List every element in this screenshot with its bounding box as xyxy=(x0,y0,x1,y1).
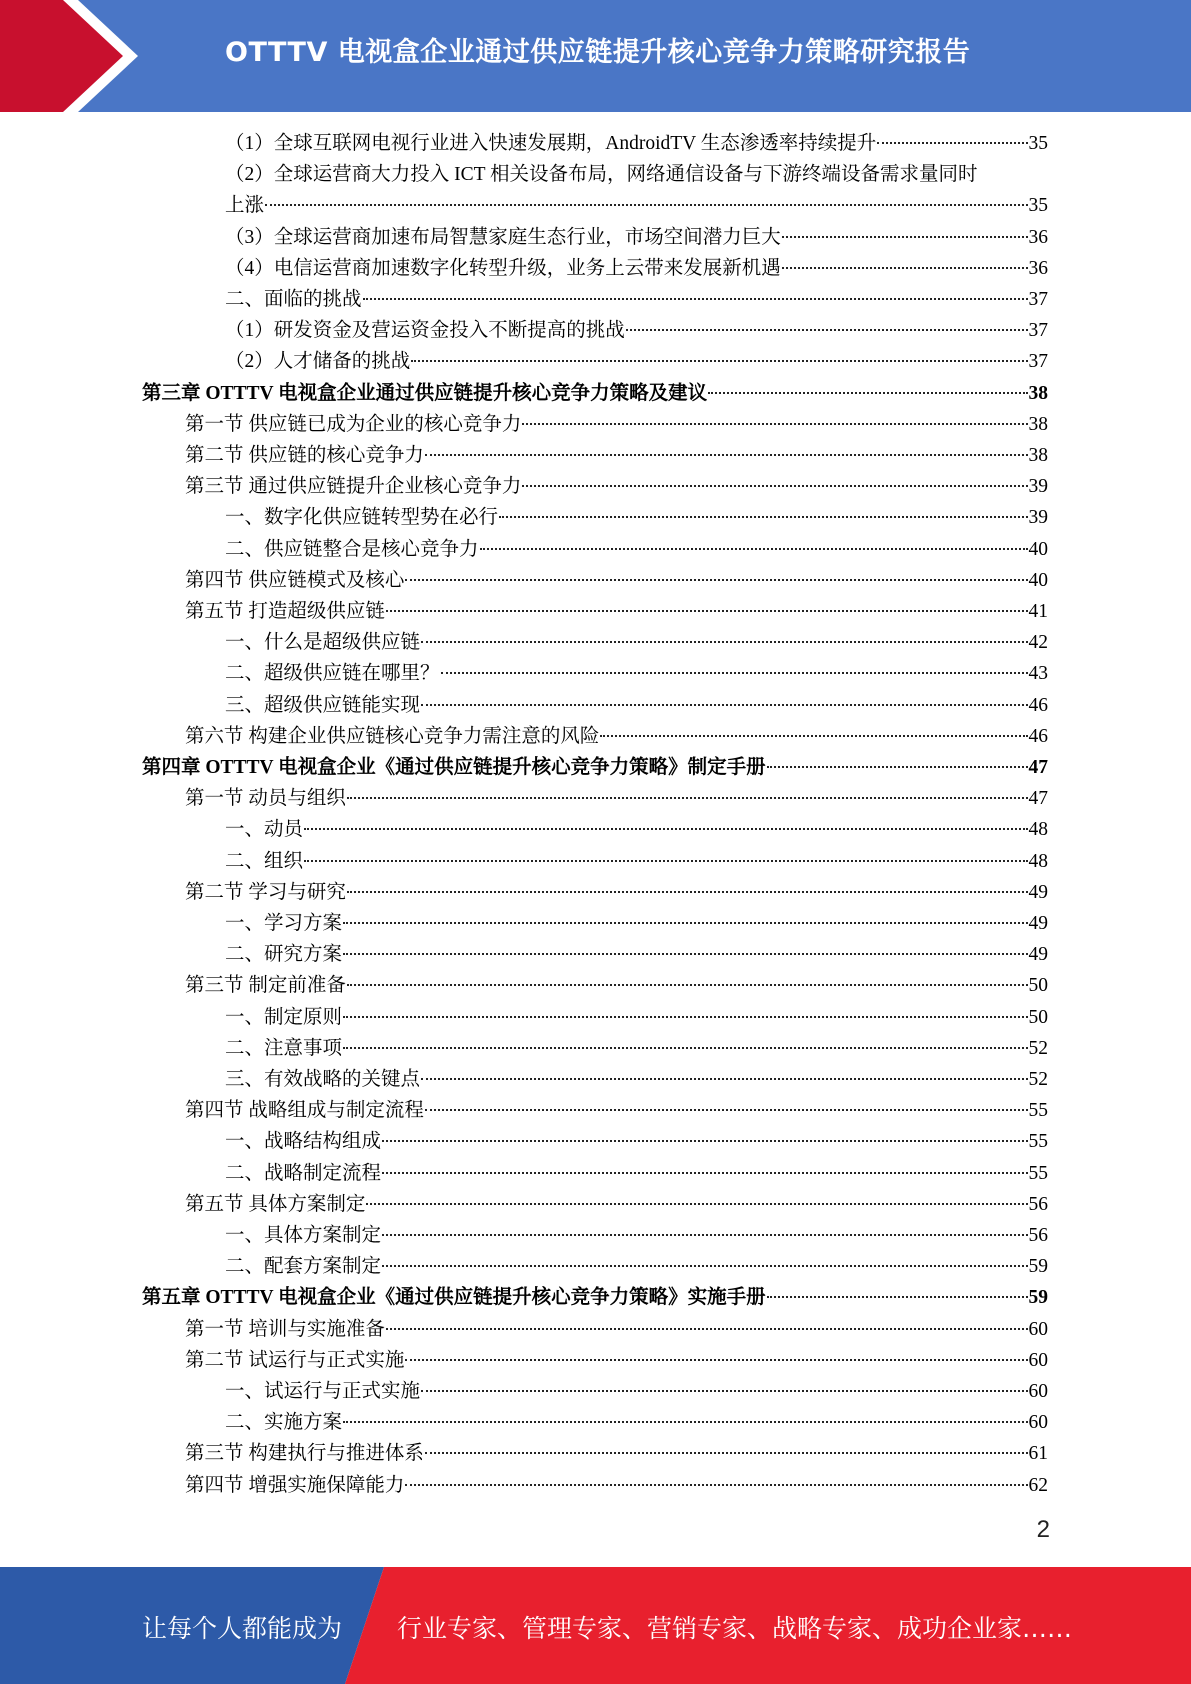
toc-dot-leader xyxy=(386,1328,1028,1330)
toc-page-number: 36 xyxy=(1028,226,1048,248)
toc-entry-title: 一、动员 xyxy=(225,819,304,841)
toc-section[interactable] xyxy=(185,409,1048,440)
toc-entry-title: （1）全球互联网电视行业进入快速发展期，AndroidTV 生态渗透率持续提升 xyxy=(225,133,877,154)
toc-entry-title: 二、注意事项 xyxy=(225,1037,343,1059)
toc-dot-leader xyxy=(421,1078,1027,1080)
toc-dot-leader xyxy=(382,1234,1027,1236)
toc-entry-title: 二、战略制定流程 xyxy=(225,1162,382,1184)
toc-entry-title: （4）电信运营商加速数字化转型升级，业务上云带来发展新机遇 xyxy=(225,257,781,279)
toc-page-number: 36 xyxy=(1028,257,1048,279)
toc-page-number: 49 xyxy=(1028,944,1048,966)
toc-subsection[interactable] xyxy=(225,1407,1048,1438)
toc-page-number: 60 xyxy=(1028,1412,1048,1434)
toc-dot-leader xyxy=(411,360,1027,362)
toc-page-number: 60 xyxy=(1028,1349,1048,1371)
toc-chapter[interactable] xyxy=(142,1282,1048,1313)
toc-entry-title: 第一节 动员与组织 xyxy=(185,788,346,810)
toc-entry-title: 第四节 供应链模式及核心 xyxy=(185,569,405,591)
toc-page-number: 48 xyxy=(1028,850,1048,872)
toc-dot-leader xyxy=(405,579,1027,581)
toc-page-number: 49 xyxy=(1028,913,1048,934)
toc-page-number: 47 xyxy=(1028,757,1048,778)
toc-section[interactable] xyxy=(185,1314,1048,1345)
toc-chapter[interactable] xyxy=(142,752,1048,783)
toc-page-number: 47 xyxy=(1028,788,1048,810)
toc-dot-leader xyxy=(626,329,1028,331)
toc-dot-leader xyxy=(421,1390,1027,1392)
toc-entry-title: 第二节 供应链的核心竞争力 xyxy=(185,445,424,466)
toc-page-number: 50 xyxy=(1028,975,1048,997)
toc-page-number: 35 xyxy=(1028,133,1048,154)
toc-section[interactable] xyxy=(185,1095,1048,1126)
toc-entry-title: 二、组织 xyxy=(225,850,304,872)
toc-entry-title: 第四节 增强实施保障能力 xyxy=(185,1474,405,1496)
toc-page-number: 55 xyxy=(1028,1162,1048,1184)
toc-dot-leader xyxy=(343,1421,1027,1423)
toc-page-number: 52 xyxy=(1028,1037,1048,1059)
toc-dot-leader xyxy=(343,922,1027,924)
toc-entry-title: 第五节 打造超级供应链 xyxy=(185,601,385,622)
toc-subsection[interactable] xyxy=(225,1064,1048,1095)
toc-page-number: 52 xyxy=(1028,1069,1048,1090)
toc-subsection[interactable] xyxy=(225,908,1048,939)
footer-slogan-left: 让每个人都能成为 xyxy=(142,1614,343,1643)
toc-dot-leader xyxy=(877,142,1027,144)
toc-entry-title: 一、学习方案 xyxy=(225,913,343,934)
toc-subsection[interactable] xyxy=(225,346,1048,377)
toc-page-number: 59 xyxy=(1028,1256,1048,1278)
toc-dot-leader xyxy=(343,953,1027,955)
toc-entry-title: 一、试运行与正式实施 xyxy=(225,1381,421,1402)
toc-entry-title: 二、超级供应链在哪里？ xyxy=(225,663,440,685)
toc-entry-title: 三、有效战略的关键点 xyxy=(225,1069,421,1090)
toc-dot-leader xyxy=(767,766,1028,768)
toc-dot-leader xyxy=(421,704,1027,706)
toc-entry-title: 第三章 OTTTV 电视盒企业通过供应链提升核心竞争力策略及建议 xyxy=(142,382,708,404)
toc-page-number: 46 xyxy=(1028,725,1048,747)
toc-entry-title: 二、实施方案 xyxy=(225,1412,343,1434)
toc-entry-title: 三、超级供应链能实现 xyxy=(225,694,421,716)
toc-subsection[interactable] xyxy=(225,939,1048,970)
toc-subsection[interactable] xyxy=(225,627,1048,658)
toc-page-number: 62 xyxy=(1028,1474,1048,1496)
toc-entry-title: 第四节 战略组成与制定流程 xyxy=(185,1100,424,1122)
toc-dot-leader xyxy=(782,236,1028,238)
toc-section[interactable] xyxy=(185,565,1048,596)
toc-page-number: 55 xyxy=(1028,1100,1048,1122)
toc-dot-leader xyxy=(304,828,1027,830)
toc-page-number: 35 xyxy=(1028,195,1048,217)
header-band xyxy=(0,0,1191,112)
toc-dot-leader xyxy=(421,641,1027,643)
footer-band xyxy=(0,1567,1191,1684)
toc-entry-wrapped-line: （2）全球运营商大力投入 ICT 相关设备布局，网络通信设备与下游终端设备需求量同时 xyxy=(225,164,978,186)
toc-page-number: 39 xyxy=(1028,476,1048,498)
toc-subsection[interactable] xyxy=(225,1002,1048,1033)
toc-subsection[interactable] xyxy=(225,284,1048,315)
toc-subsection[interactable] xyxy=(225,1251,1048,1282)
toc-entry-title: 一、战略结构组成 xyxy=(225,1131,382,1153)
toc-entry-title: 第一节 培训与实施准备 xyxy=(185,1318,385,1340)
toc-section[interactable] xyxy=(185,877,1048,908)
toc-dot-leader xyxy=(265,204,1027,206)
toc-dot-leader xyxy=(366,1203,1027,1205)
toc-page-number: 38 xyxy=(1028,445,1048,466)
toc-dot-leader xyxy=(343,1016,1027,1018)
toc-entry-title: 第二节 学习与研究 xyxy=(185,881,346,903)
toc-subsection[interactable] xyxy=(225,1376,1048,1407)
toc-dot-leader xyxy=(343,1047,1027,1049)
toc-page-number: 49 xyxy=(1028,881,1048,903)
toc-entry-title: 第六节 构建企业供应链核心竞争力需注意的风险 xyxy=(185,725,600,747)
toc-page-number: 55 xyxy=(1028,1131,1048,1153)
toc-dot-leader xyxy=(405,1484,1027,1486)
toc-dot-leader xyxy=(767,1296,1028,1298)
toc-dot-leader xyxy=(522,485,1027,487)
toc-subsection[interactable] xyxy=(225,315,1048,346)
toc-page-number: 40 xyxy=(1028,538,1048,560)
toc-page-number: 60 xyxy=(1028,1381,1048,1402)
toc-page-number: 37 xyxy=(1028,351,1048,373)
toc-page-number: 56 xyxy=(1028,1225,1048,1246)
toc-entry-title: 第三节 制定前准备 xyxy=(185,975,346,997)
toc-page-number: 41 xyxy=(1028,601,1048,622)
toc-entry-title: 二、研究方案 xyxy=(225,944,343,966)
toc-entry-title: 第二节 试运行与正式实施 xyxy=(185,1349,405,1371)
toc-dot-leader xyxy=(522,423,1027,425)
toc-dot-leader xyxy=(441,672,1028,674)
toc-subsection[interactable] xyxy=(225,814,1048,845)
toc-entry-title: 第一节 供应链已成为企业的核心竞争力 xyxy=(185,413,522,435)
toc-page-number: 60 xyxy=(1028,1318,1048,1340)
toc-page-number: 61 xyxy=(1028,1443,1048,1465)
toc-entry-title: 二、配套方案制定 xyxy=(225,1256,382,1278)
toc-dot-leader xyxy=(304,860,1027,862)
toc-subsection[interactable] xyxy=(225,534,1048,565)
toc-chapter[interactable] xyxy=(142,378,1048,409)
toc-section[interactable] xyxy=(185,440,1048,471)
toc-entry-title: 一、数字化供应链转型势在必行 xyxy=(225,507,499,529)
toc-section[interactable] xyxy=(185,471,1048,502)
toc-entry-title: 第三节 构建执行与推进体系 xyxy=(185,1443,424,1465)
toc-subsection[interactable] xyxy=(225,222,1048,253)
toc-section[interactable] xyxy=(185,1345,1048,1376)
toc-page-number: 43 xyxy=(1028,663,1048,685)
toc-subsection[interactable] xyxy=(225,502,1048,533)
toc-entry-title: （1）研发资金及营运资金投入不断提高的挑战 xyxy=(225,320,625,342)
header-arrow-decoration xyxy=(0,0,160,112)
toc-entry-title: 第五章 OTTTV 电视盒企业《通过供应链提升核心竞争力策略》实施手册 xyxy=(142,1287,766,1309)
toc-section[interactable] xyxy=(185,596,1048,627)
toc-page-number: 39 xyxy=(1028,507,1048,529)
toc-page-number: 37 xyxy=(1028,289,1048,310)
toc-subsection[interactable] xyxy=(225,253,1048,284)
toc-page-number: 56 xyxy=(1028,1193,1048,1215)
toc-dot-leader xyxy=(347,797,1028,799)
toc-dot-leader xyxy=(782,267,1028,269)
toc-dot-leader xyxy=(347,984,1028,986)
toc-subsection[interactable] xyxy=(225,1126,1048,1157)
toc-dot-leader xyxy=(405,1359,1027,1361)
toc-entry-title: 第五节 具体方案制定 xyxy=(185,1193,366,1215)
toc-section[interactable] xyxy=(185,1470,1048,1501)
toc-dot-leader xyxy=(499,516,1027,518)
page-number: 2 xyxy=(1036,1516,1050,1543)
toc-dot-leader xyxy=(386,610,1028,612)
toc-page-number: 46 xyxy=(1028,694,1048,716)
toc-section[interactable] xyxy=(185,1438,1048,1469)
toc-section[interactable] xyxy=(185,721,1048,752)
toc-entry-title: 第三节 通过供应链提升企业核心竞争力 xyxy=(185,476,522,498)
toc-page-number: 37 xyxy=(1028,320,1048,342)
footer-slogan-right: 行业专家、管理专家、营销专家、战略专家、成功企业家…… xyxy=(397,1614,1073,1643)
toc-dot-leader xyxy=(363,298,1028,300)
toc-page-number: 50 xyxy=(1028,1006,1048,1028)
toc-dot-leader xyxy=(425,454,1028,456)
toc-entry-title: 一、具体方案制定 xyxy=(225,1225,382,1246)
toc-entry-title: 二、面临的挑战 xyxy=(225,289,362,310)
toc-subsection[interactable] xyxy=(225,128,1048,159)
toc-subsection[interactable] xyxy=(225,190,1048,221)
toc-section[interactable] xyxy=(185,970,1048,1001)
document-title: OTTTV 电视盒企业通过供应链提升核心竞争力策略研究报告 xyxy=(225,37,971,68)
toc-entry-title: （3）全球运营商加速布局智慧家庭生态行业，市场空间潜力巨大 xyxy=(225,226,781,248)
toc-entry-title: 一、什么是超级供应链 xyxy=(225,632,421,654)
toc-entry-title: （2）人才储备的挑战 xyxy=(225,351,411,373)
toc-dot-leader xyxy=(600,735,1027,737)
toc-page-number: 38 xyxy=(1028,413,1048,435)
toc-page-number: 48 xyxy=(1028,819,1048,841)
toc-page-number: 38 xyxy=(1028,382,1048,404)
toc-page-number: 40 xyxy=(1028,569,1048,591)
toc-dot-leader xyxy=(708,392,1027,394)
toc-entry-title: 一、制定原则 xyxy=(225,1006,343,1028)
toc-dot-leader xyxy=(425,1109,1028,1111)
toc-dot-leader xyxy=(480,548,1028,550)
toc-dot-leader xyxy=(425,1452,1028,1454)
toc-subsection[interactable] xyxy=(225,846,1048,877)
toc-subsection[interactable] xyxy=(225,658,1048,689)
toc-section[interactable] xyxy=(185,783,1048,814)
toc-subsection[interactable] xyxy=(225,690,1048,721)
toc-entry-title: 二、供应链整合是核心竞争力 xyxy=(225,538,479,560)
toc-dot-leader xyxy=(382,1140,1027,1142)
toc-subsection[interactable] xyxy=(225,1033,1048,1064)
toc-section[interactable] xyxy=(185,1189,1048,1220)
toc-subsection[interactable] xyxy=(225,1220,1048,1251)
toc-entry-title: 上涨 xyxy=(225,195,265,217)
toc-dot-leader xyxy=(382,1265,1027,1267)
toc-entry-title: 第四章 OTTTV 电视盒企业《通过供应链提升核心竞争力策略》制定手册 xyxy=(142,757,766,778)
toc-page-number: 59 xyxy=(1028,1287,1048,1309)
toc-subsection[interactable] xyxy=(225,1158,1048,1189)
toc-page-number: 42 xyxy=(1028,632,1048,654)
toc-dot-leader xyxy=(382,1172,1027,1174)
toc-dot-leader xyxy=(347,891,1028,893)
